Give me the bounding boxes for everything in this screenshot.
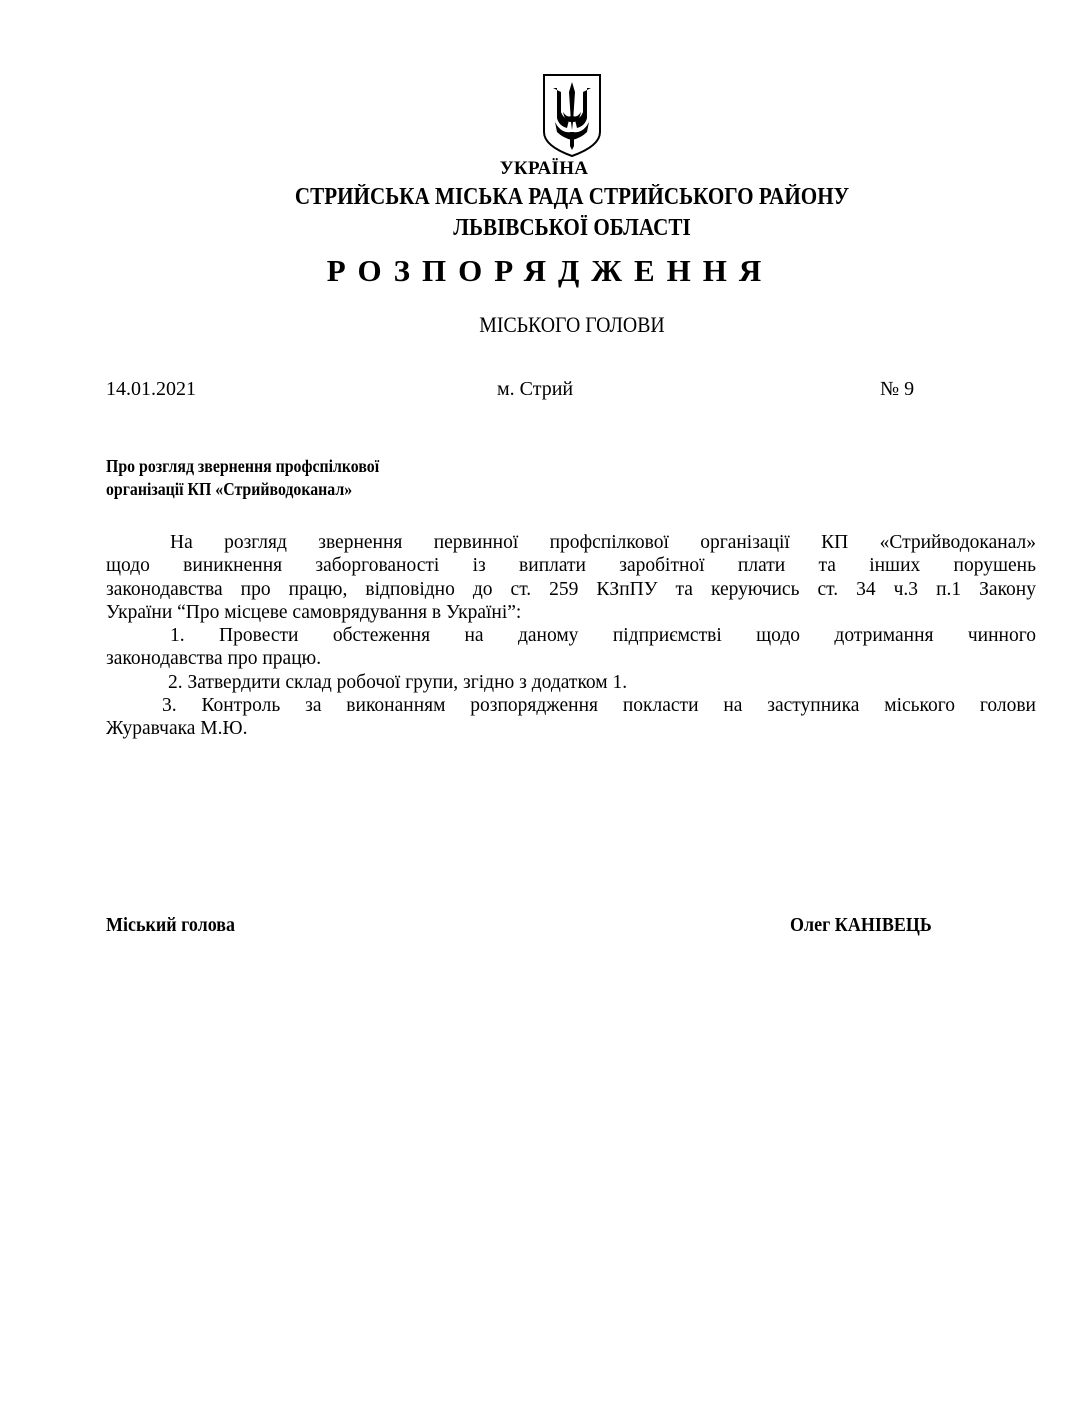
item-1-line-1: 1. Провести обстеження на даному підприємстві щодо дотримання чинного xyxy=(170,625,1036,647)
document-subtitle: МІСЬКОГО ГОЛОВИ xyxy=(479,312,665,337)
document-date: 14.01.2021 xyxy=(106,378,196,400)
item-3-line-2: Журавчака М.Ю. xyxy=(106,718,248,740)
document-number: № 9 xyxy=(880,378,915,400)
council-name-line1: СТРИЙСЬКА МІСЬКА РАДА СТРИЙСЬКОГО РАЙОНУ xyxy=(294,184,850,210)
subject-line-1: Про розгляд звернення профспілкової xyxy=(106,456,380,476)
preamble-line-1: На розгляд звернення первинної профспілкової організації КП «Стрийводоканал» xyxy=(170,532,1036,553)
preamble-line-3: законодавства про працю, відповідно до ст. 259 КЗпПУ та керуючись ст. 34 ч.3 п.1 Закону xyxy=(106,578,1036,600)
item-2: 2. Затвердити склад робочої групи, згідно з додатком 1. xyxy=(168,671,628,693)
ukraine-trident-coat-of-arms-icon xyxy=(541,72,603,158)
council-name-line2: ЛЬВІВСЬКОЇ ОБЛАСТІ xyxy=(453,215,691,241)
signature-name: Олег КАНІВЕЦЬ xyxy=(790,914,932,936)
item-1-line-2: законодавства про працю. xyxy=(106,648,322,670)
preamble-line-2: щодо виникнення заборгованості із виплати заробітної плати та інших порушень xyxy=(106,555,1036,577)
signature-position: Міський голова xyxy=(106,914,235,936)
document-type-title: РОЗПОРЯДЖЕННЯ xyxy=(326,253,774,288)
subject-line-2: організації КП «Стрийводоканал» xyxy=(106,479,353,499)
document-body xyxy=(106,531,1036,741)
item-3-line-1: 3. Контроль за виконанням розпорядження покласти на заступника міського голови xyxy=(162,695,1036,717)
document-subject xyxy=(106,455,379,501)
preamble-line-4: України “Про місцеве самоврядування в Україні”: xyxy=(106,601,522,623)
document-city: м. Стрий xyxy=(497,378,574,400)
country-name: УКРАЇНА xyxy=(499,158,589,179)
